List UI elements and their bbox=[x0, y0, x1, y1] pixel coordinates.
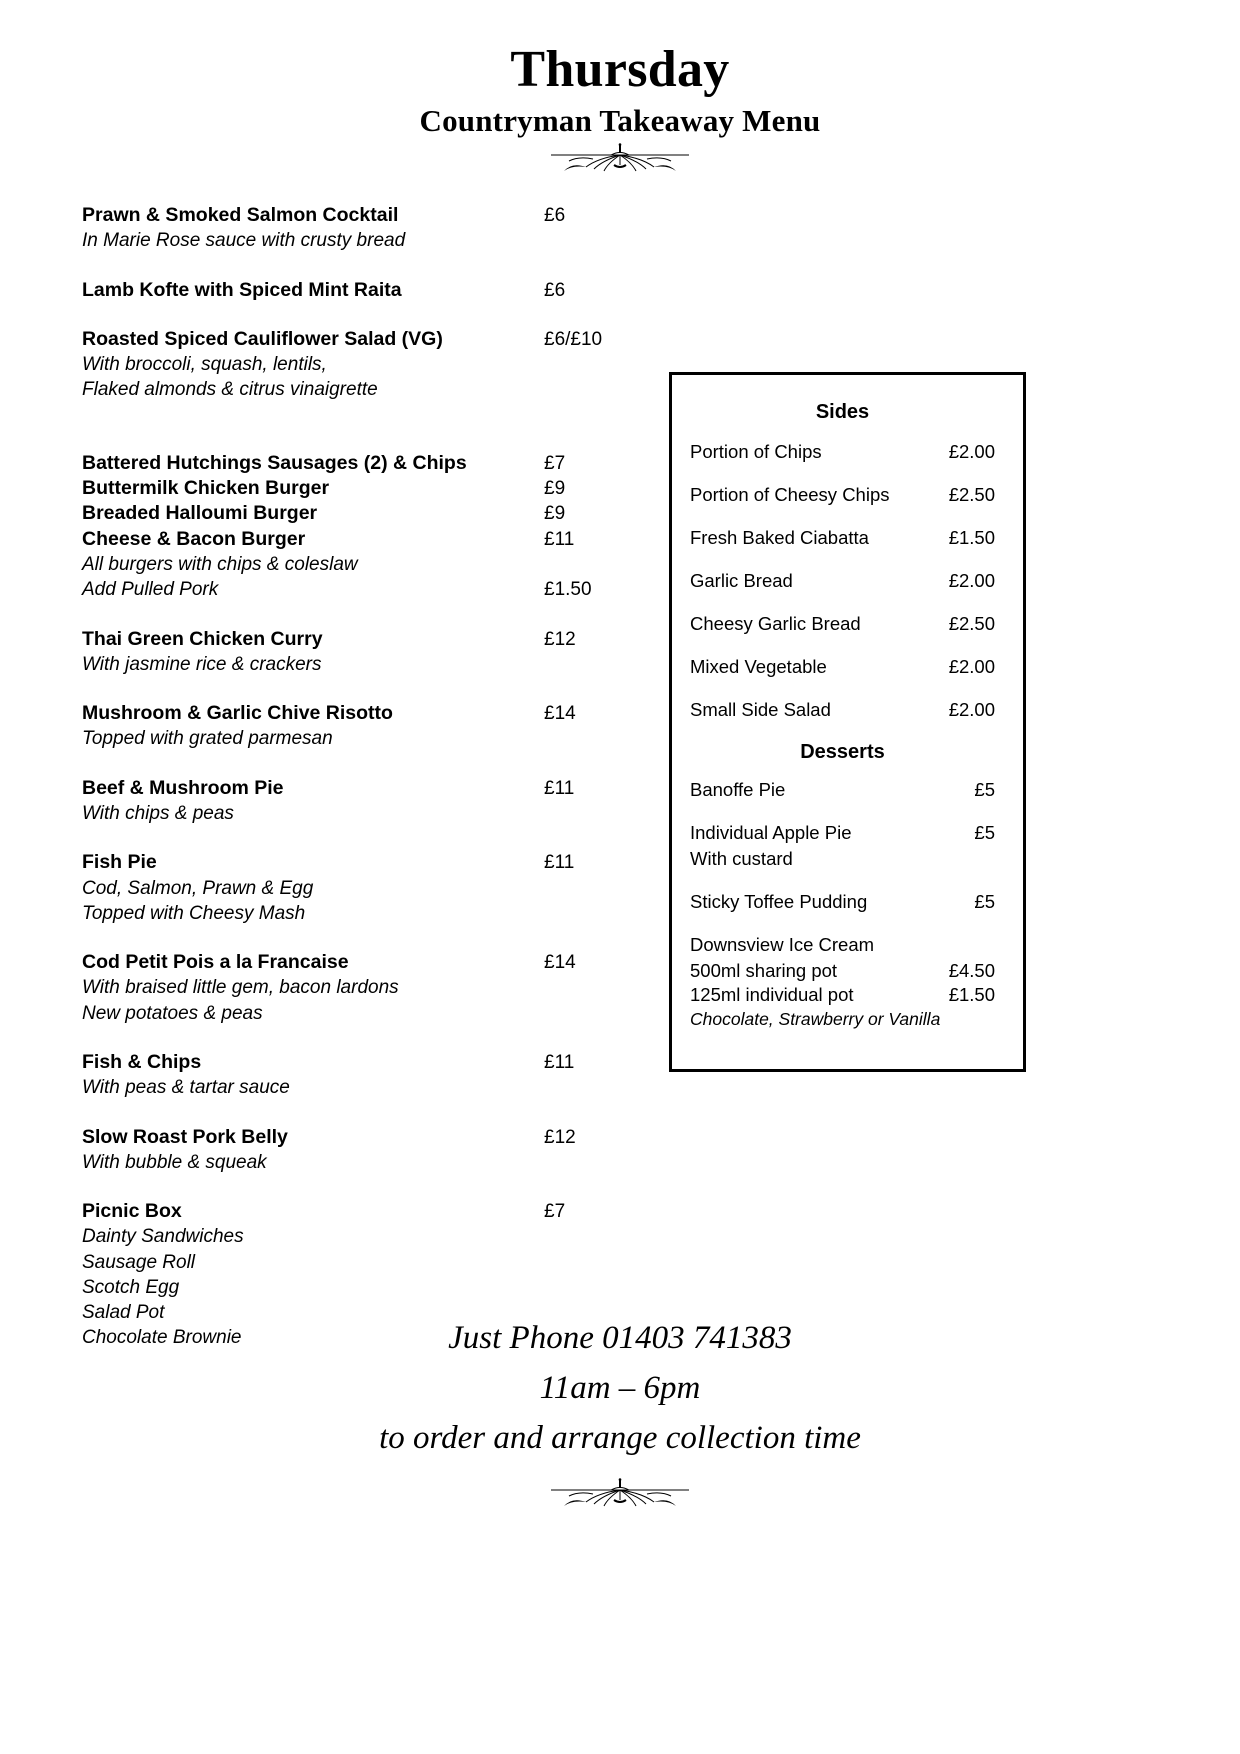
ice-cream-flavours-note: Chocolate, Strawberry or Vanilla bbox=[690, 1008, 941, 1029]
menu-item-price: £7 bbox=[544, 452, 566, 474]
menu-item-description: Topped with Cheesy Mash bbox=[82, 902, 306, 924]
menu-group bbox=[82, 701, 627, 752]
menu-group bbox=[82, 776, 627, 827]
menu-item-name: Mushroom & Garlic Chive Risotto bbox=[82, 702, 393, 725]
menu-item-name: Fish Pie bbox=[82, 851, 157, 874]
menu-item-price: £7 bbox=[544, 1201, 566, 1223]
menu-item-name: Buttermilk Chicken Burger bbox=[82, 477, 330, 500]
menu-item-description: Chocolate Brownie bbox=[82, 1327, 242, 1349]
menu-group bbox=[82, 203, 627, 254]
side-item-price: £2.00 bbox=[948, 656, 995, 678]
ornament-divider-bottom bbox=[0, 1478, 1240, 1512]
ice-cream-title: Downsview Ice Cream bbox=[690, 933, 875, 955]
menu-item-description: With peas & tartar sauce bbox=[82, 1077, 290, 1099]
menu-item-description: With chips & peas bbox=[82, 802, 234, 824]
menu-item-description: Salad Pot bbox=[82, 1302, 165, 1324]
menu-item-price: £6 bbox=[544, 279, 566, 301]
dessert-item-name: Individual Apple Pie bbox=[690, 822, 852, 844]
side-item-name: Garlic Bread bbox=[690, 570, 793, 592]
menu-group bbox=[82, 627, 627, 678]
menu-item bbox=[82, 501, 627, 526]
menu-item-name: Thai Green Chicken Curry bbox=[82, 627, 323, 650]
menu-addon-name: Add Pulled Pork bbox=[82, 579, 219, 601]
menu-item-name: Battered Hutchings Sausages (2) & Chips bbox=[82, 451, 467, 474]
menu-item-name: Roasted Spiced Cauliflower Salad (VG) bbox=[82, 327, 443, 350]
menu-item-description: Flaked almonds & citrus vinaigrette bbox=[82, 379, 378, 401]
ice-cream-option bbox=[690, 959, 995, 983]
menu-item bbox=[82, 1199, 627, 1224]
order-instructions bbox=[0, 1313, 1240, 1463]
menu-item-name: Fish & Chips bbox=[82, 1050, 202, 1073]
menu-group bbox=[82, 1125, 627, 1176]
side-item-price: £2.00 bbox=[948, 699, 995, 721]
desserts-heading: Desserts bbox=[800, 741, 885, 764]
ornament-divider-top bbox=[0, 143, 1240, 177]
main-menu-list bbox=[82, 203, 627, 1351]
menu-item bbox=[82, 278, 627, 303]
menu-item bbox=[82, 527, 627, 552]
dessert-item-description: With custard bbox=[690, 848, 793, 870]
menu-item bbox=[82, 1125, 627, 1150]
side-item bbox=[690, 569, 995, 593]
side-item-price: £2.00 bbox=[948, 570, 995, 592]
menu-item-description: Topped with grated parmesan bbox=[82, 728, 333, 750]
menu-group bbox=[82, 1050, 627, 1101]
menu-item-price: £11 bbox=[544, 777, 575, 799]
menu-item-price: £12 bbox=[544, 1126, 576, 1148]
dessert-item bbox=[690, 821, 995, 845]
menu-item-price: £6/£10 bbox=[544, 328, 603, 350]
ice-cream-option bbox=[690, 983, 995, 1007]
menu-item bbox=[82, 701, 627, 726]
ice-cream-option-name: 500ml sharing pot bbox=[690, 959, 838, 981]
menu-item-description: Sausage Roll bbox=[82, 1251, 196, 1273]
ice-cream-option-price: £1.50 bbox=[948, 983, 995, 1005]
ice-cream-option-price: £4.50 bbox=[948, 959, 995, 981]
menu-item bbox=[82, 627, 627, 652]
side-item bbox=[690, 612, 995, 636]
dessert-item-price: £5 bbox=[974, 890, 995, 912]
side-item-name: Small Side Salad bbox=[690, 699, 831, 721]
ice-cream-block bbox=[690, 933, 995, 1031]
side-item bbox=[690, 655, 995, 679]
menu-item bbox=[82, 950, 627, 975]
menu-item-description: With braised little gem, bacon lardons bbox=[82, 977, 399, 999]
menu-item-name: Slow Roast Pork Belly bbox=[82, 1125, 288, 1148]
collection-line: to order and arrange collection time bbox=[379, 1420, 861, 1457]
menu-item-description: With bubble & squeak bbox=[82, 1151, 267, 1173]
menu-item-price: £14 bbox=[544, 703, 576, 725]
menu-item-price: £11 bbox=[544, 852, 575, 874]
menu-item-description: Scotch Egg bbox=[82, 1276, 180, 1298]
dessert-item-price: £5 bbox=[974, 822, 995, 844]
menu-item-price: £6 bbox=[544, 205, 566, 226]
menu-item bbox=[82, 203, 627, 228]
dessert-item-name: Banoffe Pie bbox=[690, 779, 786, 801]
side-item-name: Fresh Baked Ciabatta bbox=[690, 527, 869, 549]
side-item bbox=[690, 483, 995, 507]
dessert-item bbox=[690, 890, 995, 914]
ice-cream-option-name: 125ml individual pot bbox=[690, 983, 854, 1005]
side-item-name: Portion of Cheesy Chips bbox=[690, 484, 890, 506]
menu-item bbox=[82, 476, 627, 501]
side-item bbox=[690, 526, 995, 550]
page-subtitle: Countryman Takeaway Menu bbox=[419, 103, 821, 139]
dessert-item bbox=[690, 778, 995, 802]
side-item-price: £1.50 bbox=[948, 527, 995, 549]
page-title-day: Thursday bbox=[510, 41, 730, 98]
menu-item-description: Cod, Salmon, Prawn & Egg bbox=[82, 877, 314, 899]
menu-item-description: With broccoli, squash, lentils, bbox=[82, 354, 327, 376]
menu-item bbox=[82, 451, 627, 476]
menu-group bbox=[82, 327, 627, 403]
menu-item-description: All burgers with chips & coleslaw bbox=[82, 553, 358, 575]
menu-item-price: £12 bbox=[544, 628, 576, 650]
dessert-item-name: Sticky Toffee Pudding bbox=[690, 890, 868, 912]
menu-item bbox=[82, 850, 627, 875]
sides-heading: Sides bbox=[815, 401, 870, 423]
side-item-name: Portion of Chips bbox=[690, 441, 822, 462]
side-item-name: Mixed Vegetable bbox=[690, 656, 827, 678]
menu-item-name: Cod Petit Pois a la Francaise bbox=[82, 951, 349, 974]
menu-item-description: With jasmine rice & crackers bbox=[82, 653, 322, 675]
side-item bbox=[690, 698, 995, 722]
hours-line: 11am – 6pm bbox=[539, 1370, 701, 1407]
menu-item-price: £11 bbox=[544, 528, 575, 550]
menu-item-price: £9 bbox=[544, 503, 566, 525]
side-item-name: Cheesy Garlic Bread bbox=[690, 613, 861, 635]
menu-addon bbox=[82, 577, 627, 602]
menu-item-price: £11 bbox=[544, 1051, 575, 1073]
menu-item bbox=[82, 327, 627, 352]
phone-line: Just Phone 01403 741383 bbox=[448, 1320, 792, 1356]
side-item bbox=[690, 440, 995, 464]
menu-addon-price: £1.50 bbox=[544, 579, 592, 601]
sides-desserts-box bbox=[669, 372, 1026, 1072]
side-item-price: £2.50 bbox=[948, 484, 995, 506]
menu-item-description: New potatoes & peas bbox=[82, 1002, 263, 1024]
dessert-item-price: £5 bbox=[974, 779, 995, 801]
menu-item-name: Beef & Mushroom Pie bbox=[82, 776, 284, 799]
menu-item-name: Picnic Box bbox=[82, 1200, 182, 1223]
menu-item-name: Cheese & Bacon Burger bbox=[82, 527, 306, 550]
menu-item-name: Breaded Halloumi Burger bbox=[82, 502, 318, 525]
menu-group bbox=[82, 950, 627, 1026]
menu-item-name: Prawn & Smoked Salmon Cocktail bbox=[82, 204, 399, 226]
side-item-price: £2.00 bbox=[948, 441, 995, 462]
side-item-price: £2.50 bbox=[948, 613, 995, 635]
menu-item-price: £9 bbox=[544, 478, 566, 500]
menu-item-description: Dainty Sandwiches bbox=[82, 1226, 244, 1248]
menu-item-price: £14 bbox=[544, 952, 576, 974]
menu-header bbox=[0, 0, 1240, 177]
menu-item bbox=[82, 776, 627, 801]
menu-item-description: In Marie Rose sauce with crusty bread bbox=[82, 230, 406, 252]
menu-item bbox=[82, 1050, 627, 1075]
menu-group bbox=[82, 451, 627, 603]
menu-item-name: Lamb Kofte with Spiced Mint Raita bbox=[82, 278, 402, 301]
menu-group bbox=[82, 850, 627, 926]
menu-group bbox=[82, 278, 627, 303]
